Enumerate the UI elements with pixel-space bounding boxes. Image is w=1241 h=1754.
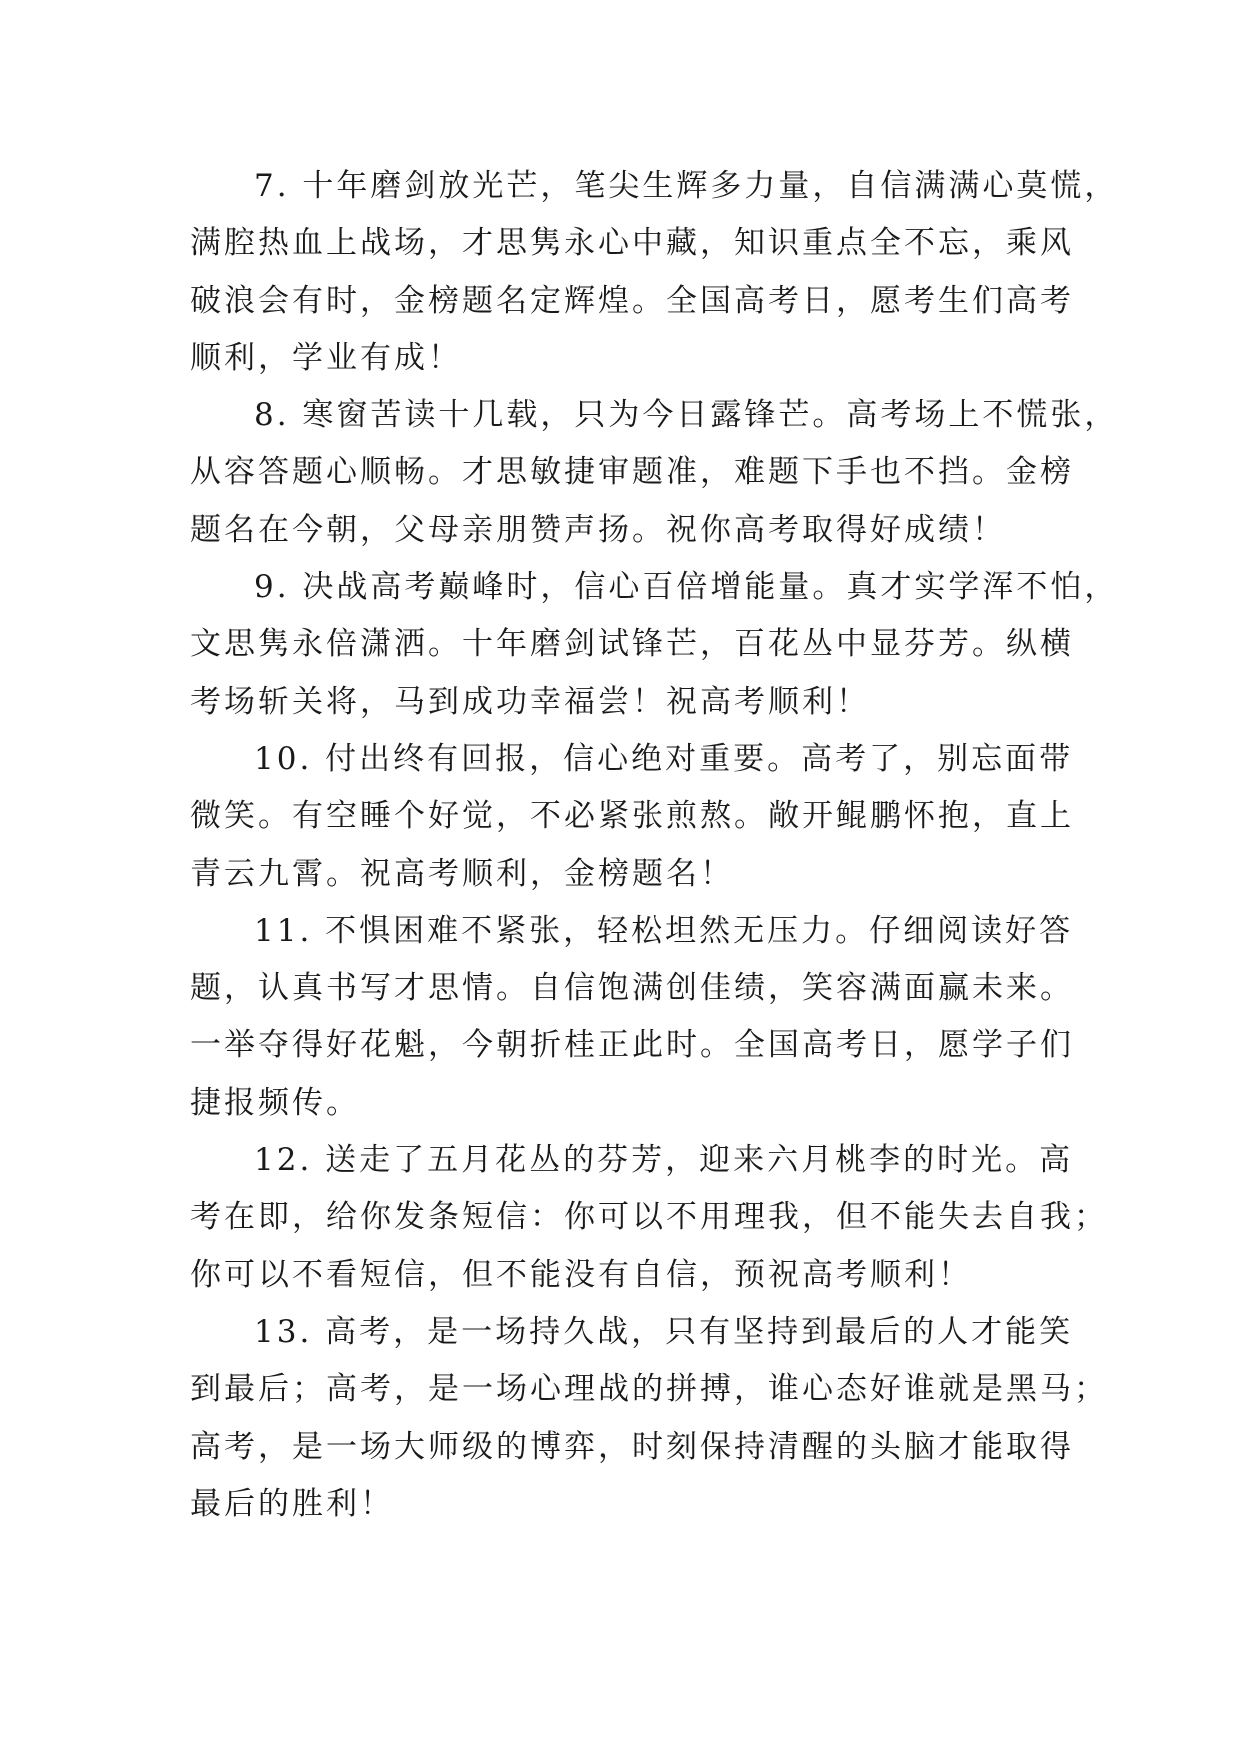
text-line: 微笑。有空睡个好觉，不必紧张煎熬。敞开鲲鹏怀抱，直上	[190, 798, 1074, 835]
text-line: 题名在今朝，父母亲朋赞声扬。祝你高考取得好成绩！	[190, 511, 1006, 548]
text-line: 到最后；高考，是一场心理战的拼搏，谁心态好谁就是黑马；	[190, 1371, 1108, 1408]
text-line: 一举夺得好花魁，今朝折桂正此时。全国高考日，愿学子们	[190, 1027, 1074, 1064]
paragraph-12	[190, 1132, 1108, 1304]
text-line: 13. 高考，是一场持久战，只有坚持到最后的人才能笑	[254, 1313, 1074, 1350]
text-line: 文思隽永倍潇洒。十年磨剑试锋芒，百花丛中显芬芳。纵横	[190, 626, 1074, 663]
text-line: 题，认真书写才思情。自信饱满创佳绩，笑容满面赢未来。	[190, 970, 1074, 1007]
text-line: 12. 送走了五月花丛的芬芳，迎来六月桃李的时光。高	[254, 1142, 1074, 1179]
paragraph-7	[190, 158, 1119, 387]
text-line: 8. 寒窗苦读十几载，只为今日露锋芒。高考场上不慌张，	[254, 397, 1119, 434]
text-line: 10. 付出终有回报，信心绝对重要。高考了，别忘面带	[254, 740, 1074, 777]
text-line: 考场斩关将，马到成功幸福尝！祝高考顺利！	[190, 683, 870, 720]
paragraph-11	[190, 903, 1074, 1132]
text-line: 捷报频传。	[190, 1084, 360, 1121]
text-line: 你可以不看短信，但不能没有自信，预祝高考顺利！	[190, 1256, 972, 1293]
paragraph-8	[190, 387, 1119, 559]
text-line: 青云九霄。祝高考顺利，金榜题名！	[190, 855, 734, 892]
text-line: 9. 决战高考巅峰时，信心百倍增能量。真才实学浑不怕，	[254, 569, 1119, 606]
text-line: 考在即，给你发条短信：你可以不用理我，但不能失去自我；	[190, 1199, 1108, 1236]
text-line: 11. 不惧困难不紧张，轻松坦然无压力。仔细阅读好答	[254, 912, 1074, 949]
paragraph-10	[190, 731, 1074, 903]
text-line: 最后的胜利！	[190, 1485, 394, 1522]
text-line: 顺利，学业有成！	[190, 339, 462, 376]
text-line: 破浪会有时，金榜题名定辉煌。全国高考日，愿考生们高考	[190, 282, 1074, 319]
text-line: 高考，是一场大师级的博弈，时刻保持清醒的头脑才能取得	[190, 1428, 1074, 1465]
text-line: 满腔热血上战场，才思隽永心中藏，知识重点全不忘，乘风	[190, 225, 1074, 262]
paragraph-9	[190, 559, 1119, 731]
text-line: 从容答题心顺畅。才思敏捷审题准，难题下手也不挡。金榜	[190, 454, 1074, 491]
paragraph-13	[190, 1304, 1108, 1533]
document-body	[190, 158, 1119, 1533]
text-line: 7. 十年磨剑放光芒，笔尖生辉多力量，自信满满心莫慌，	[254, 168, 1119, 204]
